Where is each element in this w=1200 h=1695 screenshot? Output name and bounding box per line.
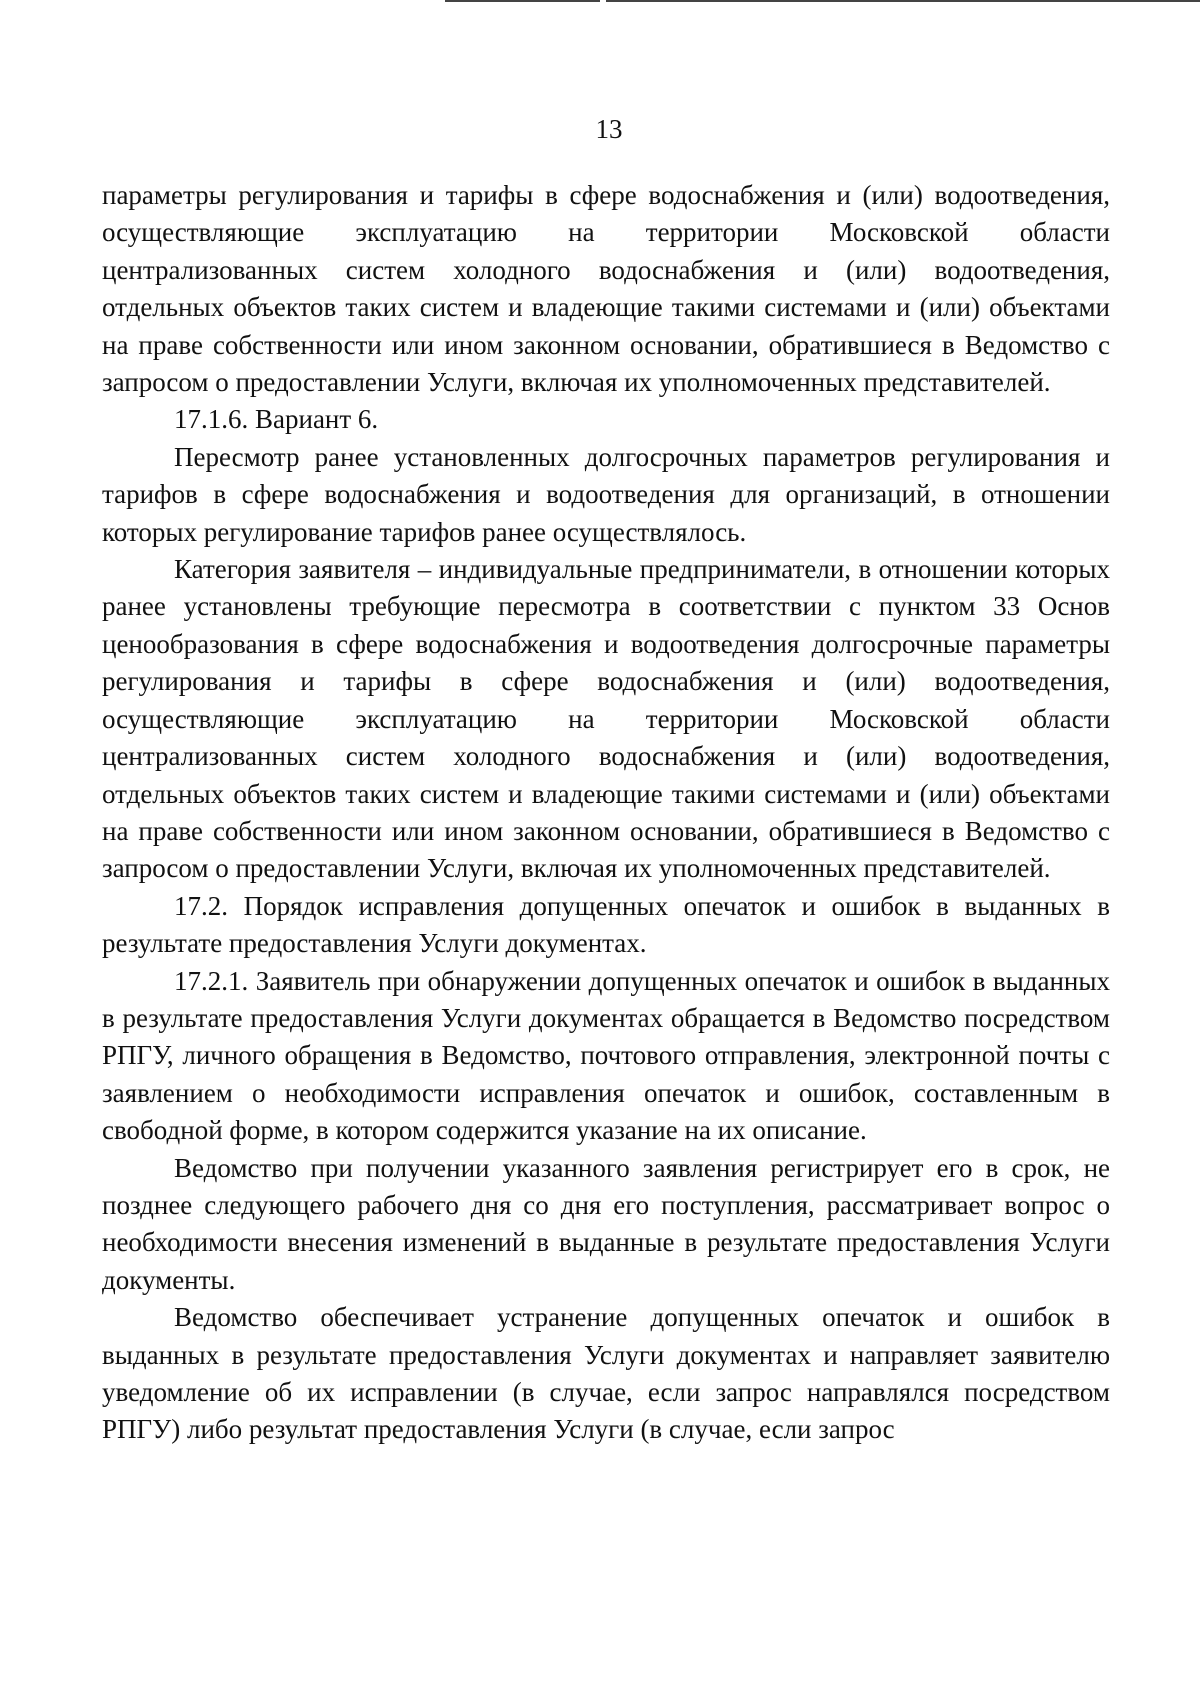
paragraph-error-correction: Ведомство обеспечивает устранение допущенных опечаток и ошибок в выданных в результате предоставления Услуги документах и направляет заявителю уведомление об их исправлении (в случае, если запрос направлялся посредством РПГУ) либо результат предоставления Услуги (в случае, если запрос: [102, 1302, 1110, 1445]
paragraph-variant-6-applicant-category: Категория заявителя – индивидуальные предприниматели, в отношении которых ранее установлены требующие пересмотра в соответствии с пунктом 33 Основ ценообразования в сфере водоснабжения и водоотведения долгосрочные параметры регулирования и тарифы в сфере водоснабжения и (или) водоотведения, осуществляющие эксплуатацию на территории Московской области централизованных систем холодного водоснабжения и (или) водоотведения, отдельных объектов таких систем и владеющие такими системами и (или) объектами на праве собственности или ином законном основании, обратившиеся в Ведомство с запросом о предоставлении Услуги, включая их уполномоченных представителей.: [102, 554, 1110, 884]
paragraph-section-17-2-1: 17.2.1. Заявитель при обнаружении допущенных опечаток и ошибок в выданных в результате предоставления Услуги документах обращается в Ведомство посредством РПГУ, личного обращения в Ведомство, почтового отправления, электронной почты с заявлением о необходимости исправления опечаток и ошибок, составленным в свободной форме, в котором содержится указание на их описание.: [102, 965, 1110, 1146]
page-number: 13: [595, 114, 623, 144]
scan-edge-line: [445, 0, 600, 2]
paragraph-variant-6-heading: 17.1.6. Вариант 6.: [174, 404, 379, 435]
scan-edge-line: [606, 0, 1200, 2]
paragraph-section-17-2-heading: 17.2. Порядок исправления допущенных опечаток и ошибок в выданных в результате предоставления Услуги документах.: [102, 890, 1110, 959]
paragraph-variant-6-description: Пересмотр ранее установленных долгосрочных параметров регулирования и тарифов в сфере водоснабжения и водоотведения для организаций, в отношении которых регулирование тарифов ранее осуществлялось.: [102, 441, 1110, 547]
paragraph-applicant-category-continued: параметры регулирования и тарифы в сфере водоснабжения и (или) водоотведения, осуществляющие эксплуатацию на территории Московской области централизованных систем холодного водоснабжения и (или) водоотведения, отдельных объектов таких систем и владеющие такими системами и (или) объектами на праве собственности или ином законном основании, обратившиеся в Ведомство с запросом о предоставлении Услуги, включая их уполномоченных представителей.: [102, 180, 1110, 398]
document-body: [102, 177, 1110, 1449]
paragraph-registration-procedure: Ведомство при получении указанного заявления регистрирует его в срок, не позднее следующего рабочего дня со дня его поступления, рассматривает вопрос о необходимости внесения изменений в выданные в результате предоставления Услуги документы.: [102, 1152, 1110, 1295]
